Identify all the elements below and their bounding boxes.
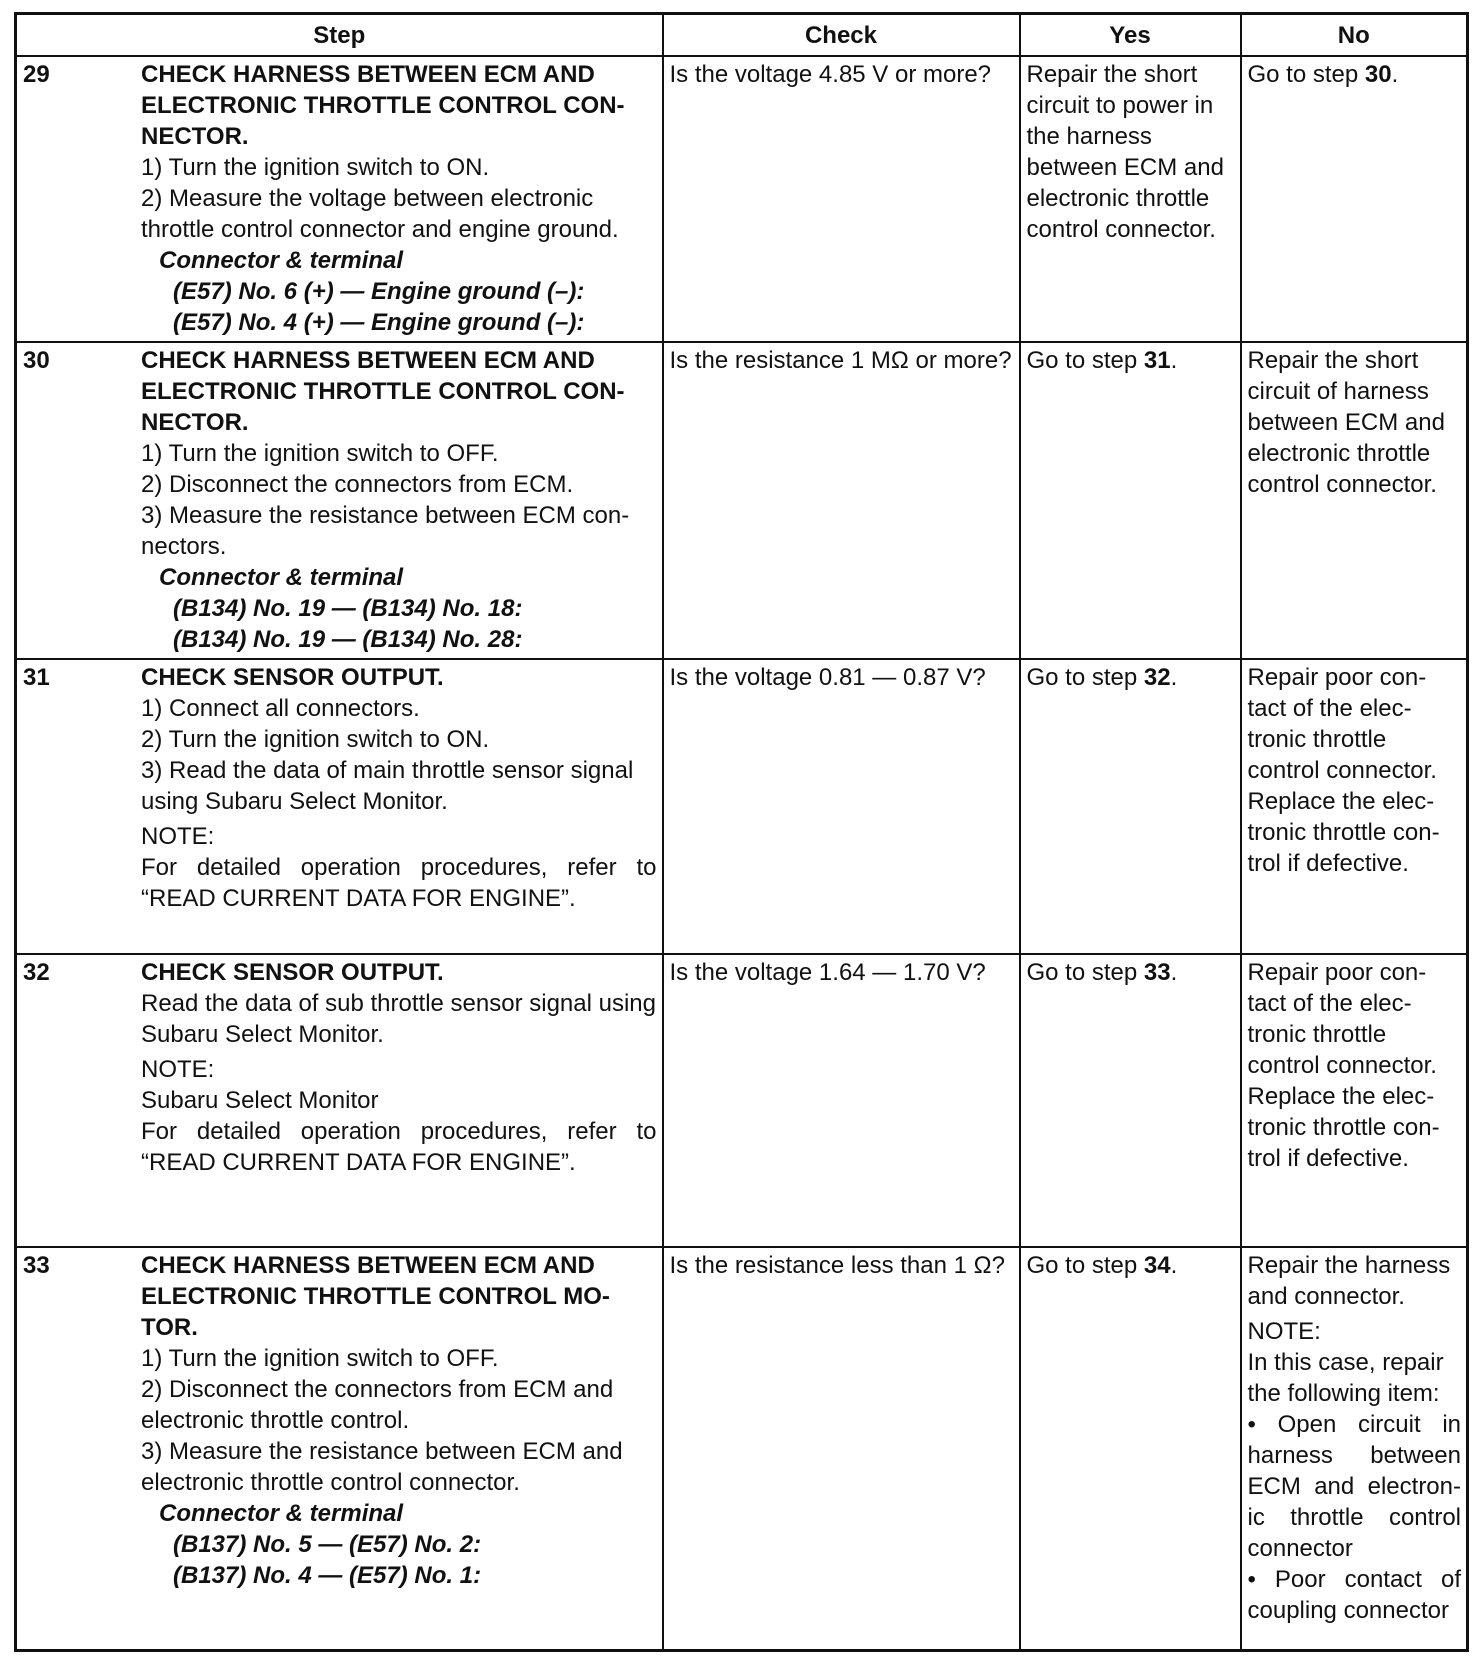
instruction: 1) Connect all connectors. [141, 695, 420, 722]
no-cell [1241, 1247, 1468, 1651]
step-cell [16, 1247, 663, 1651]
step-title: CHECK SENSOR OUTPUT. [141, 664, 444, 691]
step-cell [16, 659, 663, 954]
instruction: 2) Measure the voltage between electronic throttle control connector and engine ground. [141, 185, 619, 243]
yes-prefix: Go to step [1026, 347, 1144, 374]
step-title: CHECK HARNESS BETWEEN ECM AND ELECTRONIC THROTTLE CONTROL CON-NECTOR. [141, 61, 625, 150]
connector-line: (E57) No. 6 (+) — Engine ground (–): [173, 278, 585, 305]
header-check: Check [663, 14, 1020, 57]
table-row [16, 659, 1468, 954]
instruction: 1) Turn the ignition switch to OFF. [141, 1345, 499, 1372]
step-cell [16, 56, 663, 342]
connector-line: (E57) No. 4 (+) — Engine ground (–): [173, 309, 585, 336]
yes-cell [1020, 659, 1241, 954]
table-row [16, 56, 1468, 342]
step-title: CHECK HARNESS BETWEEN ECM AND ELECTRONIC THROTTLE CONTROL CON-NECTOR. [141, 347, 625, 436]
yes-prefix: Go to step [1026, 664, 1144, 691]
yes-suffix: . [1170, 1252, 1178, 1279]
header-row [16, 14, 1468, 57]
step-reference: 33 [1143, 959, 1171, 986]
step-title: CHECK HARNESS BETWEEN ECM AND ELECTRONIC THROTTLE CONTROL MO-TOR. [141, 1252, 610, 1341]
connector-heading: Connector & terminal [159, 564, 404, 591]
yes-prefix: Go to step [1026, 959, 1144, 986]
step-number: 30 [23, 347, 50, 374]
connector-line: (B137) No. 5 — (E57) No. 2: [173, 1531, 482, 1558]
instruction: 3) Measure the resistance between ECM con-nectors. [141, 502, 630, 560]
step-number: 33 [23, 1252, 50, 1279]
yes-cell: Repair the short circuit to power in the harness between ECM and electronic throttle control connector. [1020, 56, 1241, 342]
no-cell: Repair the short circuit of harness between ECM and electronic throttle control connector. [1241, 342, 1468, 659]
step-cell [16, 954, 663, 1247]
step-number: 31 [23, 664, 50, 691]
yes-cell [1020, 954, 1241, 1247]
step-cell [16, 342, 663, 659]
check-cell: Is the voltage 1.64 — 1.70 V? [663, 954, 1020, 1247]
step-reference: 31 [1143, 347, 1171, 374]
step-title: CHECK SENSOR OUTPUT. [141, 959, 444, 986]
no-cell: Repair poor con-tact of the elec-tronic throttle control connector. Replace the elec-tronic throttle con-trol if defective. [1241, 954, 1468, 1247]
note-text: For detailed operation procedures, refer to “READ CURRENT DATA FOR ENGINE”. [141, 854, 657, 912]
connector-line: (B137) No. 4 — (E57) No. 1: [173, 1562, 482, 1589]
header-yes: Yes [1020, 14, 1241, 57]
note-text: Subaru Select Monitor [141, 1087, 379, 1114]
check-cell: Is the voltage 4.85 V or more? [663, 56, 1020, 342]
table-row [16, 342, 1468, 659]
instruction: 1) Turn the ignition switch to OFF. [141, 440, 499, 467]
yes-cell [1020, 1247, 1241, 1651]
table-row [16, 954, 1468, 1247]
no-cell [1241, 56, 1468, 342]
instruction: 2) Disconnect the connectors from ECM. [141, 471, 574, 498]
step-reference: 34 [1143, 1252, 1171, 1279]
step-reference: 30 [1364, 61, 1392, 88]
yes-suffix: . [1170, 959, 1178, 986]
instruction: 2) Turn the ignition switch to ON. [141, 726, 490, 753]
note-text: For detailed operation procedures, refer to “READ CURRENT DATA FOR ENGINE”. [141, 1118, 657, 1176]
yes-prefix: Go to step [1026, 1252, 1144, 1279]
no-cell: Repair poor con-tact of the elec-tronic throttle control connector. Replace the elec-tronic throttle con-trol if defective. [1241, 659, 1468, 954]
check-cell: Is the resistance 1 MΩ or more? [663, 342, 1020, 659]
connector-line: (B134) No. 19 — (B134) No. 18: [173, 595, 523, 622]
connector-line: (B134) No. 19 — (B134) No. 28: [173, 626, 523, 653]
no-suffix: . [1391, 61, 1399, 88]
no-prefix: Go to step [1247, 61, 1365, 88]
note-label: NOTE: [141, 1056, 215, 1083]
check-cell: Is the voltage 0.81 — 0.87 V? [663, 659, 1020, 954]
check-cell: Is the resistance less than 1 Ω? [663, 1247, 1020, 1651]
no-text: Repair the harness and connector. [1247, 1252, 1451, 1310]
step-number: 32 [23, 959, 50, 986]
instruction: 3) Read the data of main throttle sensor signal using Subaru Select Monitor. [141, 757, 634, 815]
header-no: No [1241, 14, 1468, 57]
note-item: • Open circuit in harness between ECM and electron-ic throttle control connector [1247, 1411, 1461, 1562]
diagnostic-table [14, 12, 1469, 1652]
note-text: In this case, repair the following item: [1247, 1349, 1444, 1407]
step-number: 29 [23, 61, 50, 88]
header-step: Step [16, 14, 663, 57]
connector-heading: Connector & terminal [159, 1500, 404, 1527]
note-label: NOTE: [1247, 1318, 1321, 1345]
instruction: 3) Measure the resistance between ECM and electronic throttle control connector. [141, 1438, 623, 1496]
step-reference: 32 [1143, 664, 1171, 691]
note-label: NOTE: [141, 823, 215, 850]
table-row [16, 1247, 1468, 1651]
instruction: Read the data of sub throttle sensor signal using Subaru Select Monitor. [141, 990, 656, 1048]
instruction: 1) Turn the ignition switch to ON. [141, 154, 490, 181]
yes-suffix: . [1170, 664, 1178, 691]
instruction: 2) Disconnect the connectors from ECM and electronic throttle control. [141, 1376, 614, 1434]
yes-suffix: . [1170, 347, 1178, 374]
yes-cell [1020, 342, 1241, 659]
connector-heading: Connector & terminal [159, 247, 404, 274]
note-item: • Poor contact of coupling connector [1247, 1566, 1461, 1624]
